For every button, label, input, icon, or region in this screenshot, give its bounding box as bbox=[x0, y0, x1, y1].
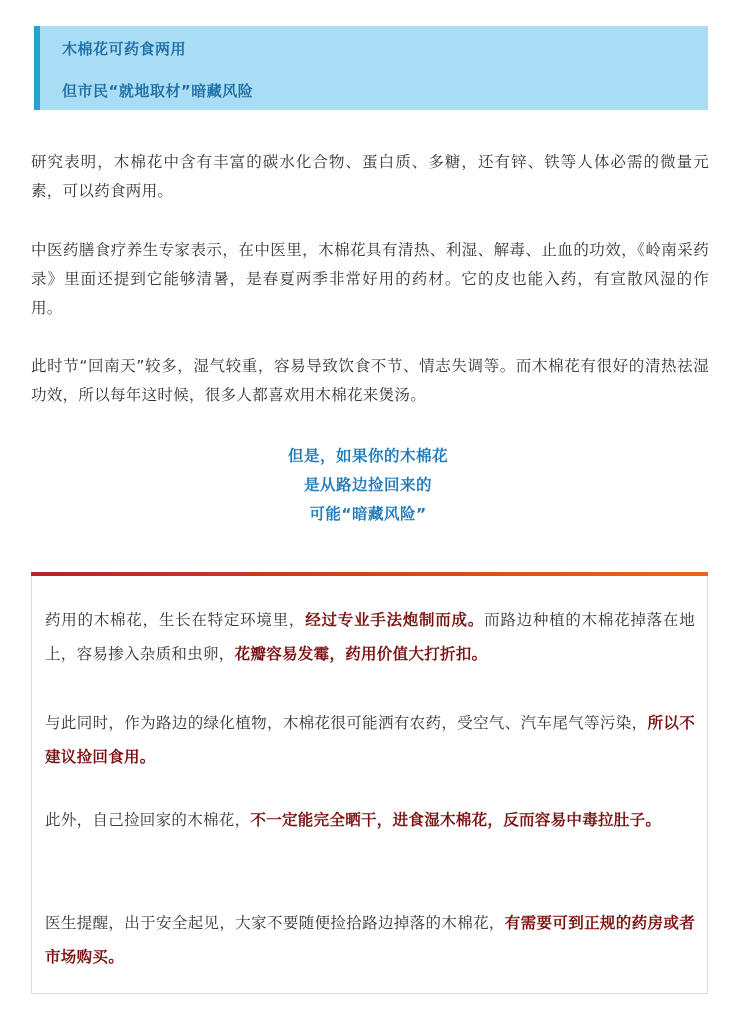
notice-text: 此外，自己捡回家的木棉花， bbox=[45, 811, 251, 829]
notice-paragraph-2 bbox=[45, 706, 695, 774]
notice-paragraph-1 bbox=[45, 603, 695, 671]
body-paragraph-1: 研究表明，木棉花中含有丰富的碳水化合物、蛋白质、多糖，还有锌、铁等人体必需的微量元素，可以药食两用。 bbox=[31, 153, 709, 200]
notice-paragraph-3 bbox=[45, 803, 695, 837]
notice-text: 与此同时，作为路边的绿化植物，木棉花很可能洒有农药，受空气、汽车尾气等污染， bbox=[45, 714, 648, 732]
notice-box bbox=[31, 572, 708, 994]
title-line-1: 木棉花可药食两用 bbox=[62, 40, 187, 58]
notice-text: 药用的木棉花，生长在特定环境里， bbox=[45, 611, 306, 629]
callout-line-2: 是从路边捡回来的 bbox=[303, 476, 432, 494]
notice-top-bar bbox=[31, 572, 708, 576]
notice-paragraph-4 bbox=[45, 906, 695, 974]
title-line-2: 但市民“就地取材”暗藏风险 bbox=[62, 82, 254, 100]
title-banner bbox=[34, 26, 708, 110]
notice-highlight: 所以不建议捡回食用。 bbox=[45, 714, 695, 766]
callout-line-1: 但是，如果你的木棉花 bbox=[287, 447, 448, 465]
notice-highlight: 经过专业手法炮制而成。 bbox=[305, 611, 485, 629]
notice-text: 而路边种植的木棉花掉落在地上，容易掺入杂质和虫卵， bbox=[45, 611, 695, 663]
notice-text: 医生提醒，出于安全起见，大家不要随便捡拾路边掉落的木棉花， bbox=[45, 914, 505, 932]
notice-highlight: 花瓣容易发霉，药用价值大打折扣。 bbox=[234, 645, 488, 663]
callout-line-3: 可能“暗藏风险” bbox=[309, 505, 427, 523]
notice-highlight: 不一定能完全晒干，进食湿木棉花，反而容易中毒拉肚子。 bbox=[250, 811, 662, 829]
notice-highlight: 有需要可到正规的药房或者市场购买。 bbox=[45, 914, 695, 966]
callout-heading bbox=[0, 442, 736, 529]
body-paragraph-2: 中医药膳食疗养生专家表示，在中医里，木棉花具有清热、利湿、解毒、止血的功效，《岭南采药录》里面还提到它能够清暑，是春夏两季非常好用的药材。它的皮也能入药，有宣散风湿的作用。 bbox=[31, 241, 709, 317]
body-paragraph-3: 此时节“回南天”较多，湿气较重，容易导致饮食不节、情志失调等。而木棉花有很好的清热祛湿功效，所以每年这时候，很多人都喜欢用木棉花来煲汤。 bbox=[31, 357, 709, 404]
